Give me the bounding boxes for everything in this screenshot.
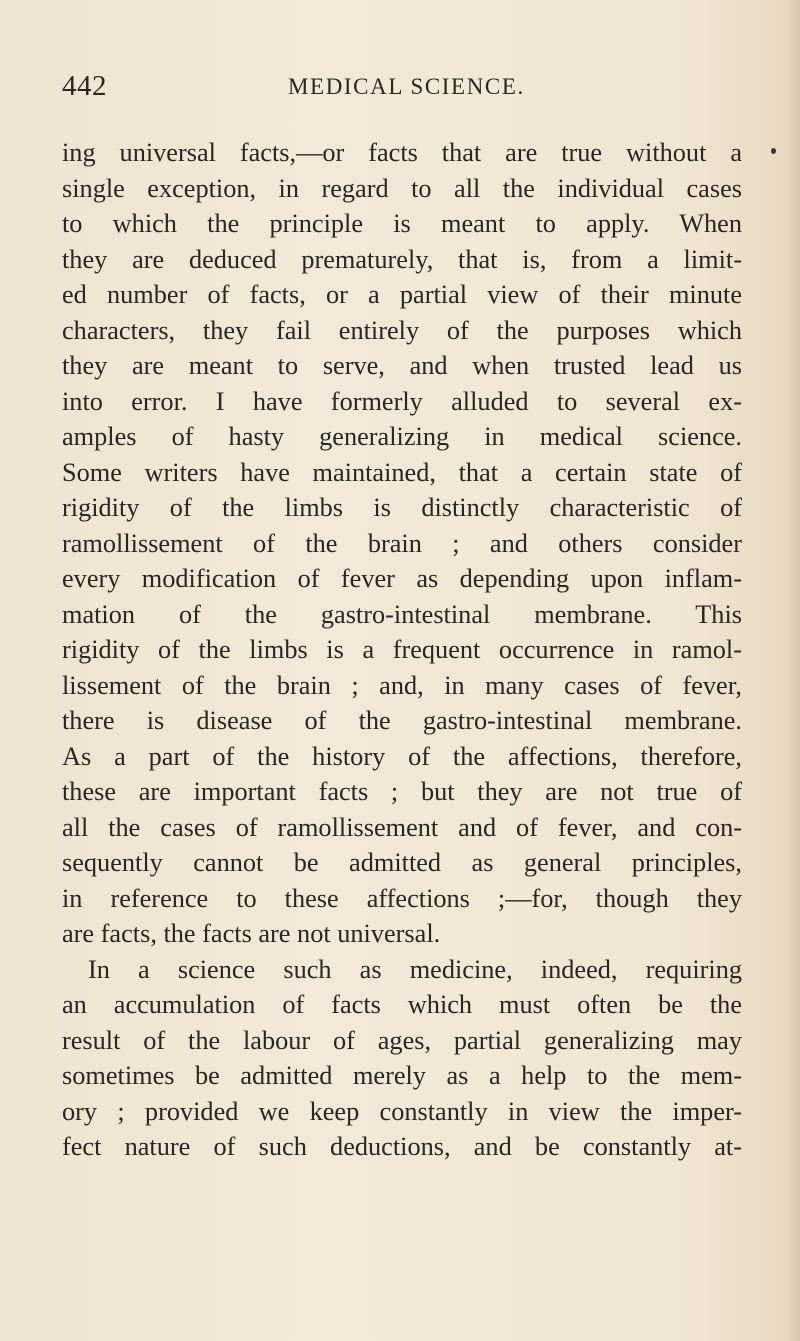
text-line: single exception, in regard to all the individual cases	[62, 173, 742, 203]
text-line: to which the principle is meant to apply. When	[62, 209, 742, 238]
text-line: an accumulation of facts which must often be the	[62, 990, 742, 1019]
text-line: ramollissement of the brain ; and others consider	[62, 528, 742, 558]
text-line: mation of the gastro-intestinal membrane. This	[62, 599, 742, 629]
text-line: rigidity of the limbs is distinctly characteristic of	[62, 493, 742, 522]
text-line: these are important facts ; but they are not true of	[62, 777, 742, 806]
text-line: they are deduced prematurely, that is, from a limit-	[62, 244, 742, 274]
text-line: result of the labour of ages, partial generalizing may	[62, 1025, 742, 1055]
body-text	[62, 135, 742, 1165]
text-line: there is disease of the gastro-intestinal membrane.	[62, 706, 742, 735]
text-line: rigidity of the limbs is a frequent occurrence in ramol-	[62, 635, 742, 664]
text-line: every modification of fever as depending upon inflam-	[62, 564, 742, 593]
text-line: fect nature of such deductions, and be constantly at-	[62, 1132, 742, 1161]
text-line: sequently cannot be admitted as general principles,	[62, 848, 742, 877]
text-line: they are meant to serve, and when trusted lead us	[62, 351, 742, 380]
text-line: Some writers have maintained, that a certain state of	[62, 457, 742, 487]
text-line: into error. I have formerly alluded to several ex-	[62, 386, 742, 416]
page-edge-shadow	[786, 0, 800, 1341]
paragraph-first-line: In a science such as medicine, indeed, requiring	[88, 954, 742, 984]
text-line: amples of hasty generalizing in medical science.	[62, 422, 742, 451]
text-line: ory ; provided we keep constantly in view the imper-	[62, 1096, 742, 1126]
text-line: characters, they fail entirely of the purposes which	[62, 315, 742, 345]
text-line: in reference to these affections ;—for, though they	[62, 883, 742, 913]
running-title: MEDICAL SCIENCE.	[288, 74, 525, 99]
text-line: As a part of the history of the affections, therefore,	[62, 741, 742, 771]
page-number: 442	[62, 70, 107, 102]
text-line: lissement of the brain ; and, in many cases of fever,	[62, 670, 742, 700]
paragraph-last-line: are facts, the facts are not universal.	[62, 919, 441, 948]
running-head	[62, 70, 752, 110]
text-line: ing universal facts,—or facts that are true without a	[62, 138, 742, 167]
ink-speck	[771, 148, 776, 154]
text-line: sometimes be admitted merely as a help to the mem-	[62, 1061, 742, 1090]
text-line: ed number of facts, or a partial view of their minute	[62, 280, 742, 309]
text-line: all the cases of ramollissement and of fever, and con-	[62, 812, 742, 842]
